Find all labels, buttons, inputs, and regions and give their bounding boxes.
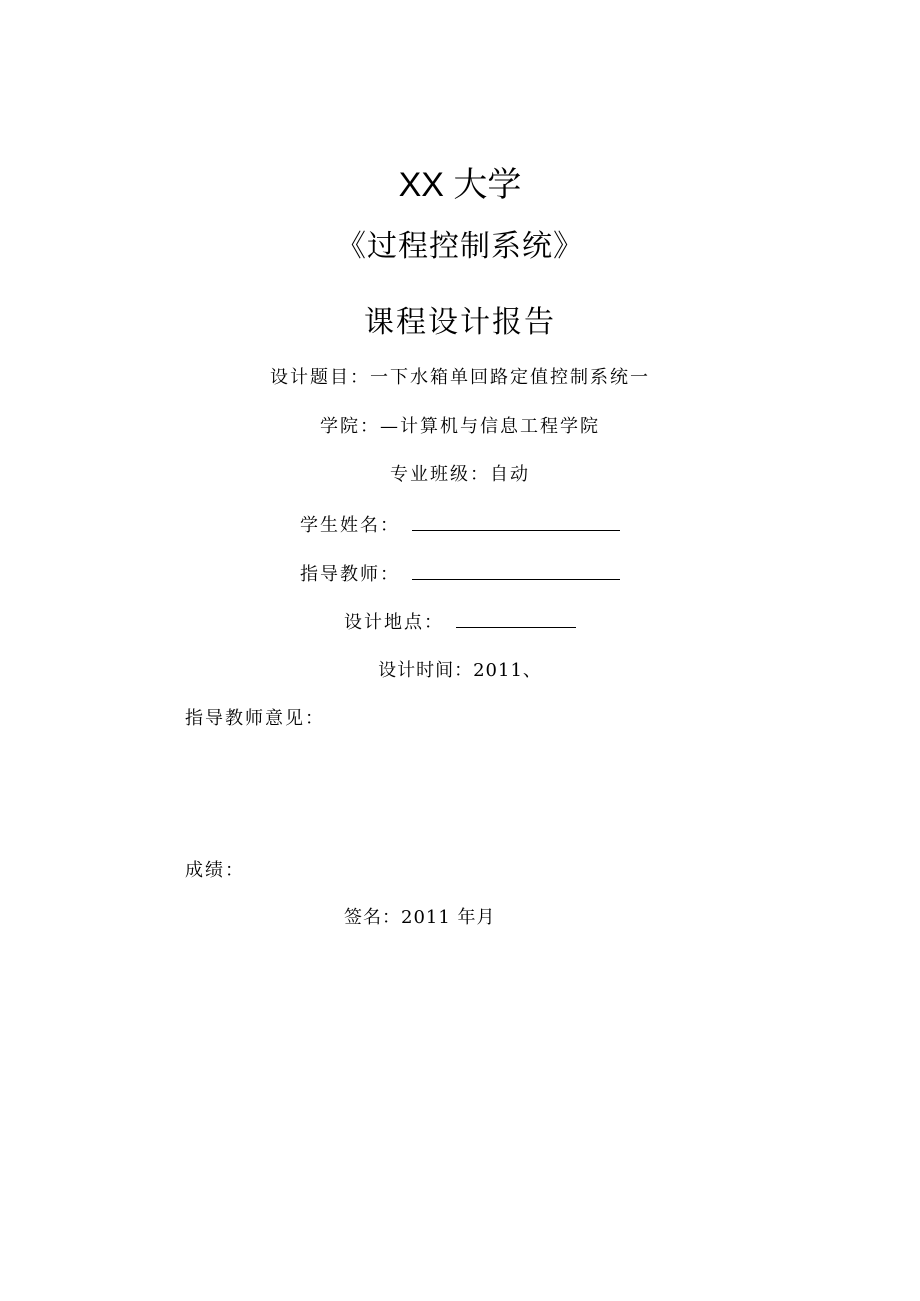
student-name-blank [412,512,620,531]
course-title: 《过程控制系统》 [336,229,584,264]
college: 学院：—计算机与信息工程学院 [320,416,600,437]
place-label: 设计地点： [344,612,444,633]
teacher-label: 指导教师： [300,564,400,585]
major-class: 专业班级：自动 [390,464,530,485]
student-name-label: 学生姓名： [300,515,400,536]
report-title: 课程设计报告 [364,305,556,340]
teacher-row [0,561,920,588]
place-row [0,609,920,636]
place-blank [456,609,576,628]
signature-line: 签名：2011 年月 [344,907,496,928]
teacher-opinion-label: 指导教师意见： [185,708,325,729]
student-name-row [0,512,920,539]
teacher-blank [412,561,620,580]
score-label: 成绩： [185,860,245,881]
university-title: XX 大学 [398,166,522,204]
design-topic: 设计题目：一下水箱单回路定值控制系统一 [270,367,650,388]
design-time: 设计时间：2011、 [378,660,542,681]
